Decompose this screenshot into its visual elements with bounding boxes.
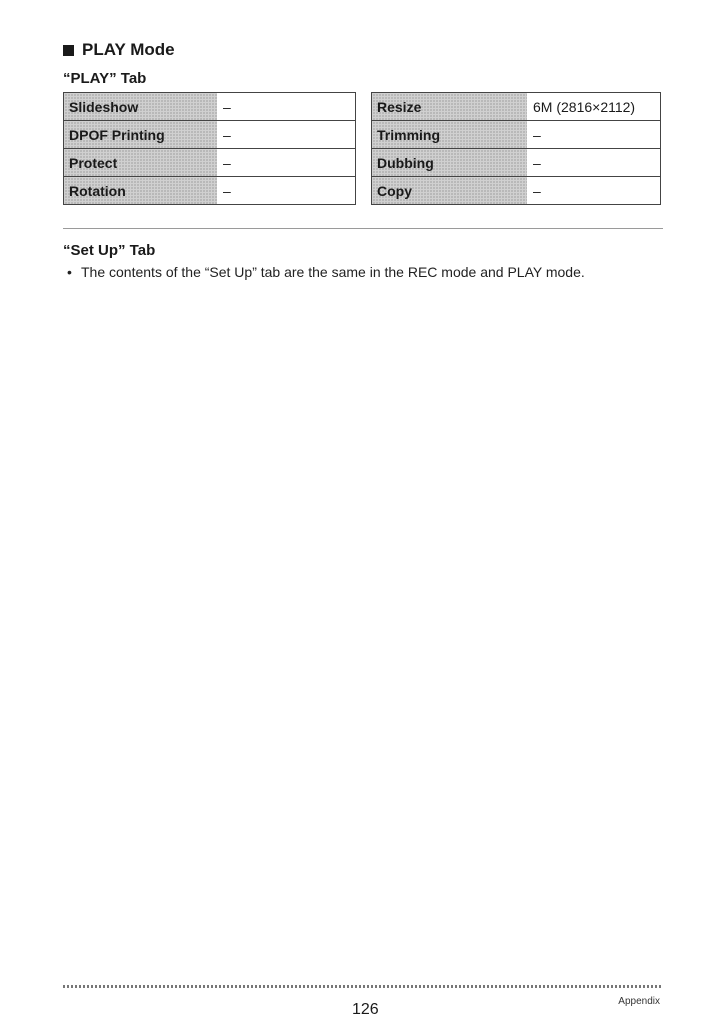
section-heading xyxy=(63,40,175,60)
setting-value: – xyxy=(217,177,356,205)
bullet-icon: • xyxy=(67,264,72,280)
setting-value: – xyxy=(217,149,356,177)
setting-label: Resize xyxy=(372,93,528,121)
square-bullet-icon xyxy=(63,45,74,56)
setting-value: 6M (2816×2112) xyxy=(527,93,661,121)
play-settings-table-right xyxy=(371,92,661,205)
table-row xyxy=(372,149,661,177)
setup-note-text: The contents of the “Set Up” tab are the same in the REC mode and PLAY mode. xyxy=(81,264,585,280)
play-tab-heading: “PLAY” Tab xyxy=(63,70,147,87)
play-settings-table-left xyxy=(63,92,356,205)
section-divider xyxy=(63,228,663,229)
table-row xyxy=(64,177,356,205)
table-row xyxy=(372,121,661,149)
table-row xyxy=(64,121,356,149)
footer-divider xyxy=(63,985,663,988)
setup-note xyxy=(63,264,585,280)
section-title: PLAY Mode xyxy=(82,40,175,59)
page-number: 126 xyxy=(352,1001,379,1018)
setting-label: Trimming xyxy=(372,121,528,149)
setting-label: Dubbing xyxy=(372,149,528,177)
setting-label: DPOF Printing xyxy=(64,121,218,149)
setting-label: Rotation xyxy=(64,177,218,205)
setting-value: – xyxy=(217,93,356,121)
setting-value: – xyxy=(527,177,661,205)
setting-label: Copy xyxy=(372,177,528,205)
setting-value: – xyxy=(527,121,661,149)
setting-value: – xyxy=(527,149,661,177)
setup-tab-heading: “Set Up” Tab xyxy=(63,242,156,259)
footer-section-label: Appendix xyxy=(618,996,660,1007)
setting-label: Protect xyxy=(64,149,218,177)
setting-value: – xyxy=(217,121,356,149)
table-row xyxy=(64,149,356,177)
table-row xyxy=(372,177,661,205)
table-row xyxy=(64,93,356,121)
table-row xyxy=(372,93,661,121)
setting-label: Slideshow xyxy=(64,93,218,121)
